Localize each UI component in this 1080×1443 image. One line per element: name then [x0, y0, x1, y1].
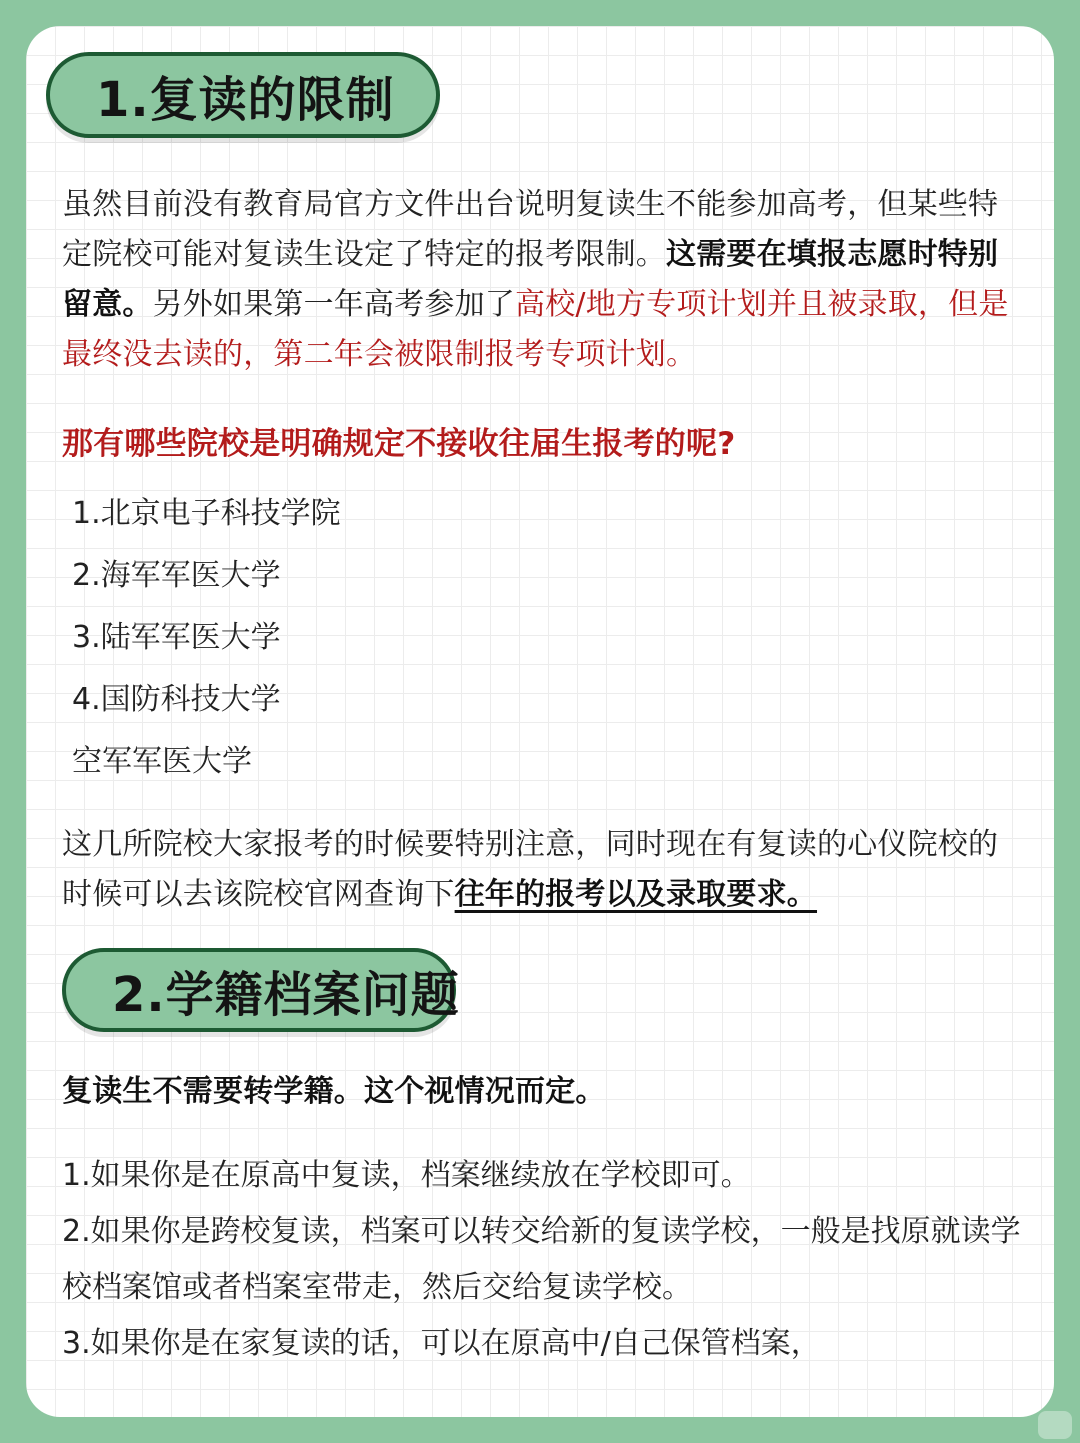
school-item: 4.国防科技大学	[72, 682, 281, 717]
archives-subtitle: 复读生不需要转学籍。这个视情况而定。	[62, 1074, 606, 1109]
paragraph-text: 虽然目前没有教育局官方文件出台说明复读生不能参加高考，但某些特定院校可能对复读生设定了特定的报考限制。	[62, 187, 999, 272]
school-item: 1.北京电子科技学院	[72, 496, 341, 531]
section-title-restrictions	[46, 52, 440, 138]
archives-item: 2.如果你是跨校复读，档案可以转交给新的复读学校，一般是找原就读学校档案馆或者档案室带走，然后交给复读学校。	[62, 1214, 1021, 1305]
archives-item: 3.如果你是在家复读的话，可以在原高中/自己保管档案，	[62, 1326, 821, 1361]
section-title-archives	[62, 948, 460, 1032]
paragraph-red-text: 高校/地方专项计划并且被录取，但是最终没去读的，第二年会被限制报考专项计划。	[62, 287, 1009, 372]
section-title-text: 2.学籍档案问题	[112, 966, 460, 1023]
paragraph-underlined-text: 往年的报考以及录取要求。	[454, 877, 818, 912]
school-item: 空军军医大学	[72, 744, 252, 779]
paragraph-bold-text: 这需要在填报志愿时特别留意。	[62, 237, 999, 322]
advice-paragraph	[62, 820, 1022, 920]
paragraph-text: 这几所院校大家报考的时候要特别注意，同时现在有复读的心仪院校的时候可以去该院校官网查询下	[62, 827, 999, 912]
school-item: 2.海军军医大学	[72, 558, 281, 593]
watermark-badge	[1038, 1411, 1072, 1439]
archives-list	[62, 1148, 1022, 1372]
school-list	[72, 489, 341, 799]
restriction-paragraph	[62, 180, 1022, 380]
school-item: 3.陆军军医大学	[72, 620, 281, 655]
paragraph-text: 另外如果第一年高考参加了	[152, 287, 516, 322]
archives-item: 1.如果你是在原高中复读，档案继续放在学校即可。	[62, 1158, 751, 1193]
section-title-text: 1.复读的限制	[96, 71, 395, 128]
content-card	[26, 26, 1054, 1417]
question-heading: 那有哪些院校是明确规定不接收往届生报考的呢?	[62, 426, 736, 462]
